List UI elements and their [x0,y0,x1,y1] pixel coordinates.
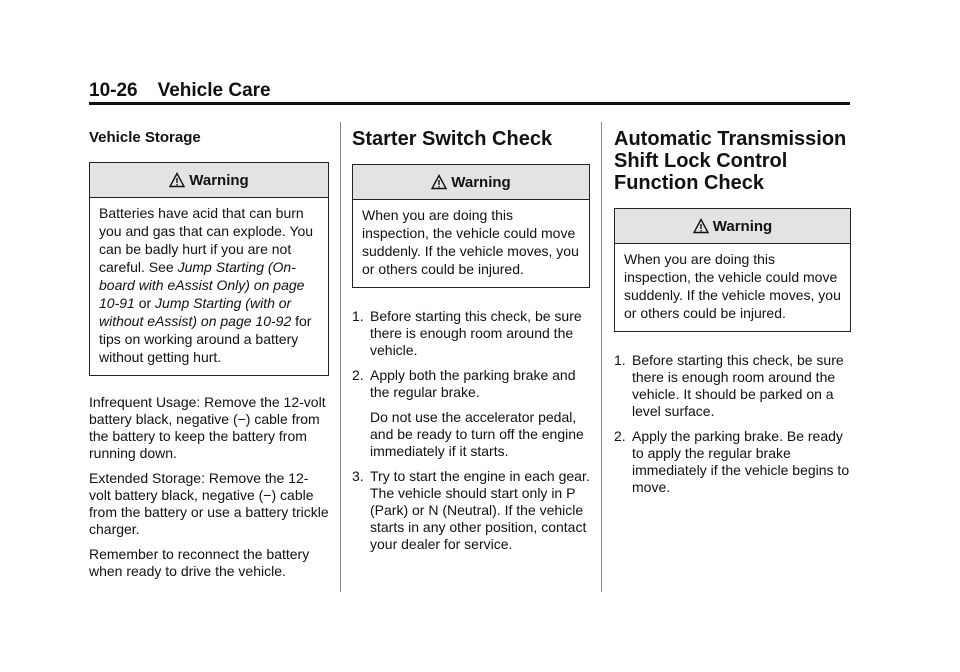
steps-list [352,308,590,553]
column-divider-1 [340,122,341,592]
warning-header [615,209,850,244]
warning-title: Warning [451,173,511,191]
warning-text-part: or [134,295,156,311]
column-vehicle-storage [89,122,329,588]
step-note: Do not use the accelerator pedal, and be ready to turn off the engine immediately if it starts. [370,409,584,459]
heading-starter-switch-check: Starter Switch Check [352,128,553,150]
warning-text: When you are doing this inspection, the vehicle could move suddenly. If the vehicle moves, you or others could be injured. [624,251,841,321]
cross-reference-link[interactable]: Jump Starting (with or without eAssist) on page 10-92 [99,295,292,329]
list-item [352,367,590,460]
warning-text-part: Batteries have acid that can burn you and gas that can explode. You can be badly hurt if you are not careful. See [99,205,314,275]
warning-triangle-icon [693,218,709,234]
warning-box [89,162,329,376]
step-text: Before starting this check, be sure there is enough room around the vehicle. [370,308,582,358]
warning-text-part: for tips on working around a battery without getting hurt. [99,313,312,365]
heading-line: Automatic Transmission [614,128,847,150]
step-number: 2. [352,367,364,383]
list-item [614,428,851,496]
column-starter-switch [352,122,590,561]
step-text: Apply both the parking brake and the regular brake. [370,367,576,400]
warning-header [353,165,589,200]
heading-shift-lock-check [614,128,851,194]
column-divider-2 [601,122,602,592]
step-text: Apply the parking brake. Be ready to apply the regular brake immediately if the vehicle begins to move. [632,428,850,495]
heading-line: Shift Lock Control [614,150,788,172]
warning-title: Warning [712,217,773,235]
paragraph-infrequent-usage: Infrequent Usage: Remove the 12-volt battery black, negative (−) cable from the battery to keep the battery from running down. [89,394,326,461]
warning-box [352,164,590,288]
header-rule [89,102,850,105]
section-title: Vehicle Care [157,80,271,101]
warning-title: Warning [189,171,249,189]
column-shift-lock [614,122,851,504]
step-number: 2. [614,428,626,444]
step-number: 1. [614,352,626,368]
paragraph-extended-storage: Extended Storage: Remove the 12-volt battery black, negative (−) cable from the battery or use a battery trickle charger. [89,470,329,537]
page-header [89,80,271,102]
subheading-vehicle-storage: Vehicle Storage [89,129,201,146]
step-number: 1. [352,308,364,324]
step-text: Try to start the engine in each gear. The vehicle should start only in P (Park) or N (Neutral). If the vehicle starts in any other position, contact your dealer for service. [370,468,590,552]
list-item [352,468,590,553]
list-item [614,352,851,420]
cross-reference-link[interactable]: Jump Starting (On-board with eAssist Only) on page 10-91 [99,259,305,311]
step-text: Before starting this check, be sure there is enough room around the vehicle. It should be parked on a level surface. [632,352,844,419]
warning-text [90,198,328,375]
warning-box [614,208,851,332]
heading-line: Function Check [614,172,765,194]
warning-text: When you are doing this inspection, the vehicle could move suddenly. If the vehicle moves, you or others could be injured. [362,207,579,277]
warning-header [90,163,328,198]
page-number: 10-26 [89,80,138,101]
paragraph-reconnect: Remember to reconnect the battery when ready to drive the vehicle. [89,546,310,579]
steps-list [614,352,851,496]
step-number: 3. [352,468,364,484]
warning-triangle-icon [169,172,185,188]
list-item [352,308,590,359]
warning-triangle-icon [431,174,447,190]
